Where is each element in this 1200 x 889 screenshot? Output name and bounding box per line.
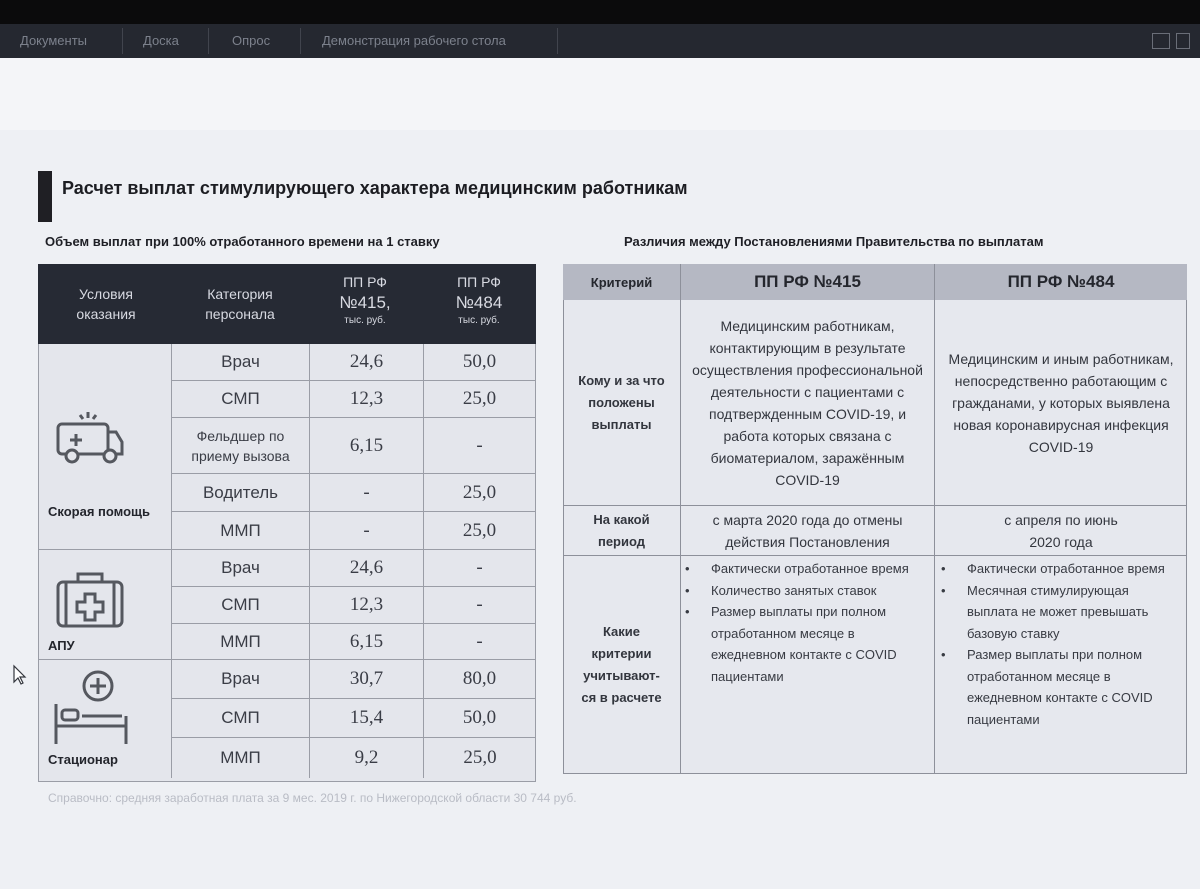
criterion-calculation: Какие критерии учитывают-ся в расчете xyxy=(563,556,681,774)
left-subtitle: Объем выплат при 100% отработанного времени на 1 ставку xyxy=(45,234,440,249)
row-category: ММП xyxy=(172,624,310,660)
list-item: • Фактически отработанное время xyxy=(681,558,929,580)
row-category: ММП xyxy=(172,512,310,550)
list-item: • Фактически отработанное время xyxy=(937,558,1183,580)
row-pp484-value: 50,0 xyxy=(424,699,536,738)
row-pp415-value: 24,6 xyxy=(310,344,424,381)
hospital-bed-icon xyxy=(52,668,132,746)
pp415-who: Медицинским работникам, контактирующим в результате осуществления профессиональной деятельности с пациентами с подтвержденным COVID-19, и работа которых связана с биоматериалом, заражённым COVID-19 xyxy=(681,300,935,506)
slide-header-band xyxy=(0,58,1200,130)
tab-documents[interactable]: Документы xyxy=(20,33,88,48)
row-pp415-value: 6,15 xyxy=(310,624,424,660)
group-ambulance xyxy=(38,344,172,550)
window-close-icon[interactable] xyxy=(1176,33,1190,49)
slide-title: Расчет выплат стимулирующего характера медицинским работникам xyxy=(62,178,688,198)
tab-board[interactable]: Доска xyxy=(143,33,179,48)
header-pp415-prefix: ПП РФ xyxy=(343,274,387,290)
row-pp415-value: 12,3 xyxy=(310,587,424,624)
row-pp484-value: 25,0 xyxy=(463,747,497,768)
pp484-who: Медицинским и иным работникам, непосредственно работающим с гражданами, у которых выявлена новая коронавирусная инфекция COVID-19 xyxy=(935,300,1187,506)
group-apu xyxy=(38,550,172,660)
header-pp415 xyxy=(318,272,412,328)
tab-divider xyxy=(208,28,209,54)
mouse-cursor-icon xyxy=(12,664,28,686)
pp484-criteria-list xyxy=(937,558,1183,730)
row-pp415-value: - xyxy=(310,512,424,550)
row-pp484-value: 25,0 xyxy=(424,381,536,418)
row-category: СМП xyxy=(172,587,310,624)
row-category: Врач xyxy=(172,344,310,381)
list-item: • Размер выплаты при полном отработанном месяце в ежедневном контакте с COVID пациентами xyxy=(937,644,1183,730)
row-pp484-value: - xyxy=(424,587,536,624)
row-pp415-value: 15,4 xyxy=(310,699,424,738)
row-pp415-value: - xyxy=(310,474,424,512)
header-pp484-prefix: ПП РФ xyxy=(457,274,501,290)
row-pp415-value: 12,3 xyxy=(310,381,424,418)
title-accent-bar xyxy=(38,171,52,222)
screen-top-bezel xyxy=(0,0,1200,24)
pp415-criteria-list xyxy=(681,558,929,687)
header-pp484 xyxy=(434,272,524,328)
row-category: Врач xyxy=(172,660,310,699)
row-pp415-value: 9,2 xyxy=(310,738,424,778)
header-pp484-number: №484 xyxy=(455,293,503,312)
criterion-period: На какой период xyxy=(563,506,681,556)
group-label-hospital: Стационар xyxy=(48,752,118,767)
row-pp484-value: 25,0 xyxy=(424,512,536,550)
header-pp415-number: №415, xyxy=(339,293,391,312)
list-item: • Размер выплаты при полном отработанном месяце в ежедневном контакте с COVID пациентами xyxy=(681,601,929,687)
header-pp484: ПП РФ №484 xyxy=(935,264,1187,300)
row-pp484-value: - xyxy=(424,550,536,587)
header-pp415-unit: тыс. руб. xyxy=(344,315,386,326)
tab-poll[interactable]: Опрос xyxy=(232,33,271,48)
tab-divider xyxy=(122,28,123,54)
header-criterion: Критерий xyxy=(563,264,681,300)
row-pp415-value: 6,15 xyxy=(310,418,424,474)
group-label-ambulance: Скорая помощь xyxy=(48,504,151,519)
payments-table-header xyxy=(38,264,536,344)
row-category: Фельдшер по приему вызова xyxy=(172,418,310,474)
row-category: СМП xyxy=(172,699,310,738)
header-category: Категория персонала xyxy=(205,286,275,322)
window-restore-icon[interactable] xyxy=(1152,33,1170,49)
footnote: Справочно: средняя заработная плата за 9 мес. 2019 г. по Нижегородской области 30 744 руб. xyxy=(48,791,577,805)
row-pp415-value: 30,7 xyxy=(310,660,424,699)
row-pp484-value: 50,0 xyxy=(424,344,536,381)
header-conditions: Условия оказания xyxy=(76,286,136,322)
pp484-period: с апреля по июнь 2020 года xyxy=(935,506,1187,556)
row-pp484-value: - xyxy=(424,418,536,474)
right-subtitle: Различия между Постановлениями Правительства по выплатам xyxy=(624,234,1044,249)
criterion-who: Кому и за что положены выплаты xyxy=(563,300,681,506)
medical-kit-icon xyxy=(52,566,128,632)
group-label-apu: АПУ xyxy=(48,638,75,653)
tab-divider xyxy=(300,28,301,54)
row-pp484-value: - xyxy=(424,624,536,660)
header-pp415: ПП РФ №415 xyxy=(681,264,935,300)
tab-desktop-demo[interactable]: Демонстрация рабочего стола xyxy=(322,33,506,48)
list-item: • Количество занятых ставок xyxy=(681,580,929,602)
group-hospital xyxy=(38,660,172,778)
header-pp484-unit: тыс. руб. xyxy=(458,315,500,326)
row-pp484-value: 80,0 xyxy=(424,660,536,699)
toolbar xyxy=(0,24,1200,59)
tab-divider xyxy=(557,28,558,54)
row-category: Врач xyxy=(172,550,310,587)
row-category: СМП xyxy=(172,381,310,418)
row-category: ММП xyxy=(172,738,310,778)
row-category: Водитель xyxy=(172,474,310,512)
row-pp484-value: 25,0 xyxy=(424,474,536,512)
pp415-period: с марта 2020 года до отмены действия Постановления xyxy=(681,506,935,556)
row-pp415-value: 24,6 xyxy=(310,550,424,587)
ambulance-icon xyxy=(52,406,126,466)
list-item: • Месячная стимулирующая выплата не может превышать базовую ставку xyxy=(937,580,1183,645)
